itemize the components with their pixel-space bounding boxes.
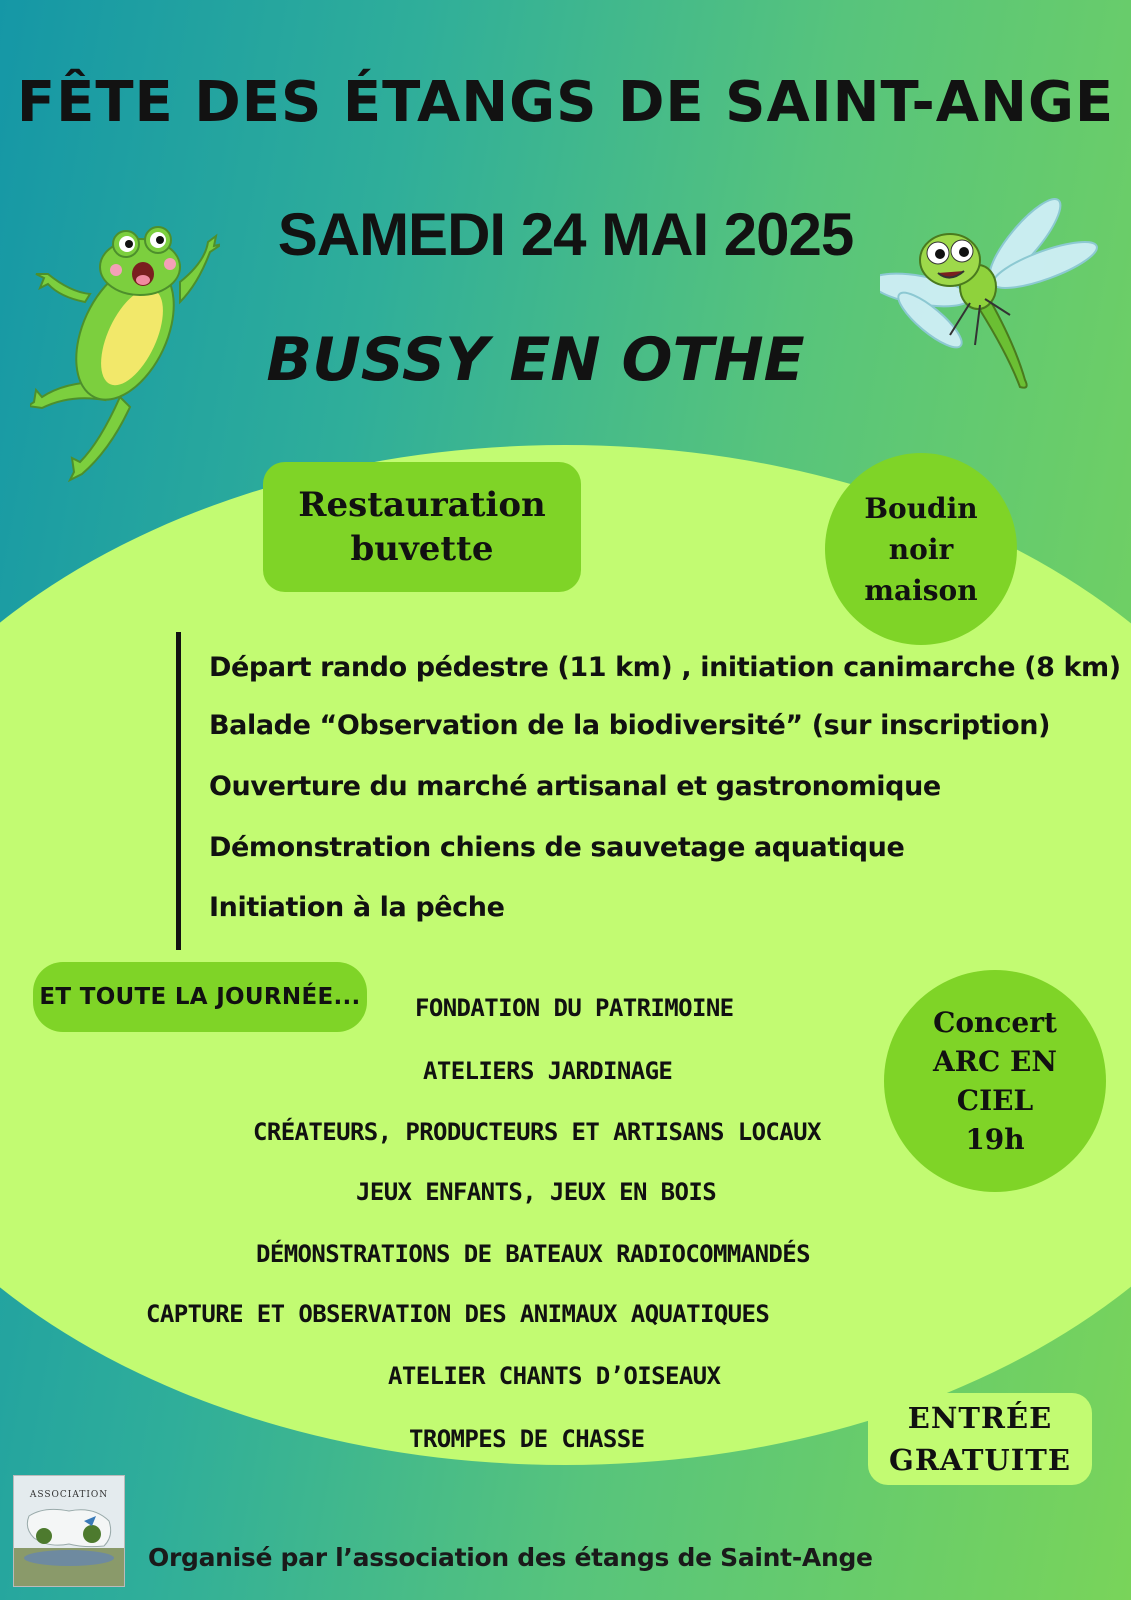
boudin-line2: noir (888, 532, 954, 566)
concert-line3: CIEL (956, 1084, 1034, 1117)
schedule-divider (176, 632, 181, 950)
schedule-activity: Balade “Observation de la biodiversité” (sur inscription) (209, 710, 1051, 741)
restauration-box (263, 462, 581, 592)
event-location: BUSSY EN OTHE (266, 325, 805, 395)
event-date: SAMEDI 24 MAI 2025 (277, 201, 854, 268)
all-day-item: CRÉATEURS, PRODUCTEURS ET ARTISANS LOCAUX (253, 1118, 821, 1146)
all-day-label: ET TOUTE LA JOURNÉE... (33, 962, 367, 1032)
concert-line4: 19h (965, 1123, 1025, 1156)
all-day-item: ATELIER CHANTS D’OISEAUX (388, 1362, 721, 1390)
all-day-item: DÉMONSTRATIONS DE BATEAUX RADIOCOMMANDÉS (256, 1240, 810, 1268)
concert-circle (884, 970, 1106, 1192)
boudin-line1: Boudin (864, 491, 978, 525)
concert-line1: Concert (933, 1006, 1057, 1039)
schedule-activity: Ouverture du marché artisanal et gastronomique (209, 771, 941, 802)
restauration-line1: Restauration (298, 485, 546, 525)
organizer-footer: Organisé par l’association des étangs de Saint-Ange (148, 1543, 873, 1572)
all-day-item: FONDATION DU PATRIMOINE (415, 994, 734, 1022)
event-title: FÊTE DES ÉTANGS DE SAINT-ANGE (16, 70, 1115, 135)
restauration-line2: buvette (350, 529, 494, 569)
all-day-item: ATELIERS JARDINAGE (423, 1057, 673, 1085)
all-day-item: TROMPES DE CHASSE (409, 1425, 645, 1453)
concert-line2: ARC EN (933, 1045, 1057, 1078)
all-day-item: JEUX ENFANTS, JEUX EN BOIS (356, 1178, 717, 1206)
entree-line2: GRATUITE (889, 1443, 1071, 1477)
boudin-line3: maison (864, 573, 978, 607)
entree-line1: ENTRÉE (907, 1401, 1053, 1435)
boudin-circle (825, 453, 1017, 645)
logo-text: ASSOCIATION (29, 1490, 109, 1500)
schedule-activity: Départ rando pédestre (11 km) , initiation canimarche (8 km) (209, 652, 1121, 683)
schedule-activity: Démonstration chiens de sauvetage aquatique (209, 832, 905, 863)
schedule-activity: Initiation à la pêche (209, 892, 505, 923)
association-logo (13, 1475, 125, 1587)
all-day-item: CAPTURE ET OBSERVATION DES ANIMAUX AQUATIQUES (146, 1300, 770, 1328)
entree-badge (868, 1393, 1092, 1485)
